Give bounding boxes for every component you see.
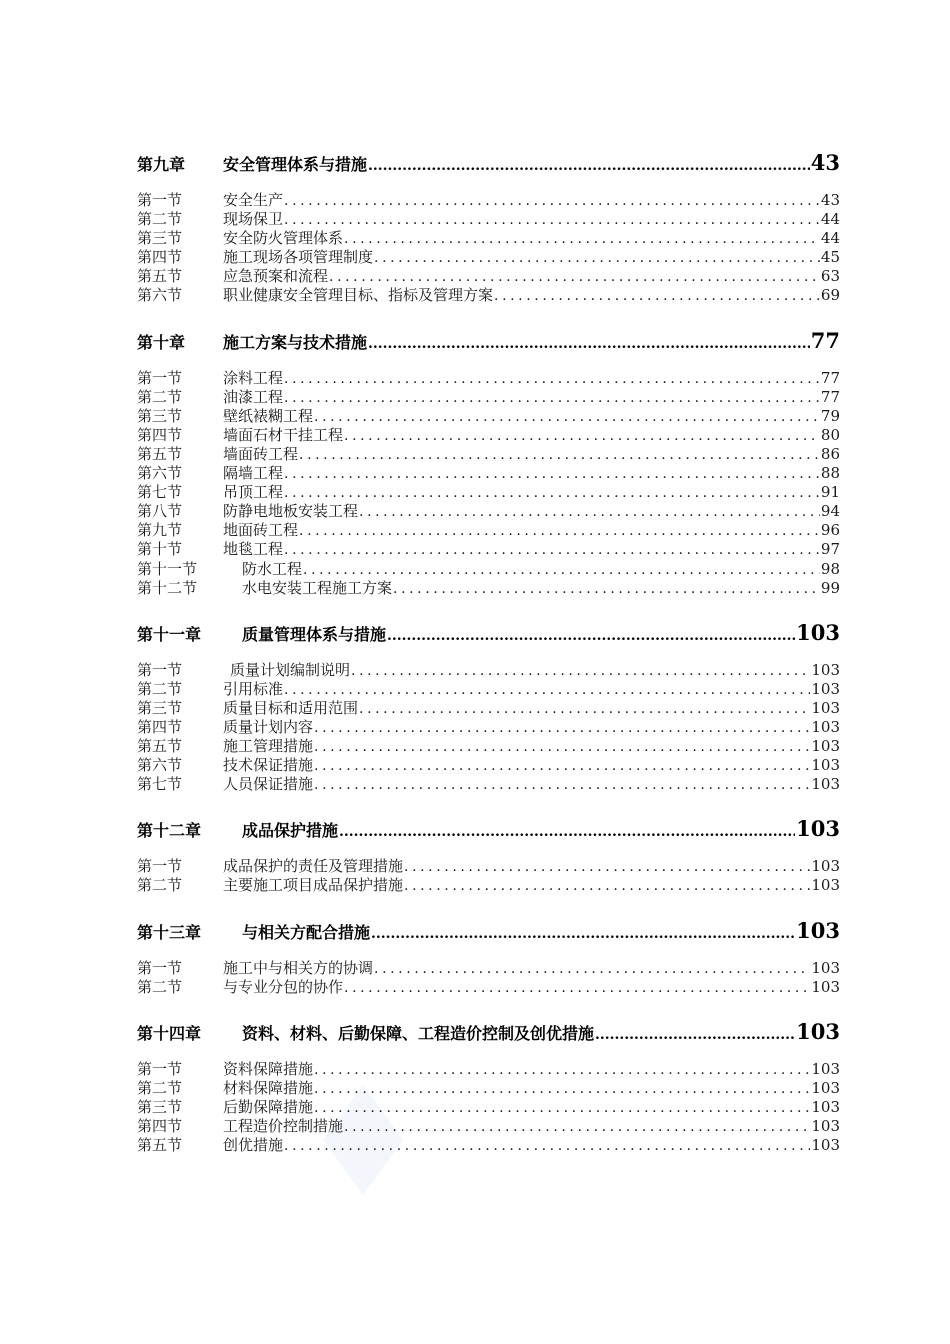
dot-leader (359, 700, 810, 719)
section-page-number: 103 (811, 1078, 840, 1097)
dot-leader (371, 926, 795, 942)
section-number: 第一节 (137, 660, 183, 679)
dot-leader (284, 370, 820, 389)
chapter-title: 与相关方配合措施 (242, 922, 371, 942)
dot-leader (303, 561, 820, 580)
dot-leader (284, 1137, 810, 1156)
section-title: 施工管理措施 (223, 737, 314, 756)
section-number: 第一节 (137, 368, 183, 387)
section-title: 地面砖工程 (223, 521, 299, 540)
chapter-title: 安全管理体系与措施 (223, 155, 368, 174)
section-entry[interactable] (137, 426, 840, 445)
section-page-number: 103 (811, 1059, 840, 1078)
section-entry[interactable] (137, 1079, 840, 1098)
section-title: 材料保障措施 (223, 1078, 314, 1097)
section-entry[interactable] (137, 978, 840, 997)
section-number: 第一节 (137, 191, 183, 209)
dot-leader (284, 192, 820, 211)
section-entry[interactable] (137, 1136, 840, 1155)
chapter-number: 第十二章 (137, 821, 202, 841)
section-number: 第一节 (137, 958, 183, 977)
section-entry[interactable] (137, 680, 840, 699)
chapter-group (137, 328, 840, 598)
dot-leader (284, 541, 820, 560)
section-page-number: 63 (820, 267, 840, 286)
dot-leader (359, 503, 820, 522)
section-entry[interactable] (137, 699, 840, 718)
chapter-number: 第十三章 (137, 922, 202, 942)
chapter-group (137, 816, 840, 895)
section-number: 第六节 (137, 756, 183, 775)
section-title: 隔墙工程 (223, 464, 284, 483)
section-title: 墙面石材干挂工程 (223, 425, 344, 444)
chapter-page-number: 103 (796, 816, 840, 842)
section-entry[interactable] (137, 248, 840, 267)
dot-leader (314, 719, 810, 738)
section-entry[interactable] (137, 210, 840, 229)
dot-leader (284, 389, 820, 408)
dot-leader (329, 268, 820, 287)
section-page-number: 103 (811, 1117, 840, 1135)
section-title: 施工中与相关方的协调 (223, 958, 374, 977)
section-entry[interactable] (137, 388, 840, 407)
dot-leader (314, 757, 810, 776)
section-page-number: 79 (820, 406, 840, 425)
dot-leader (344, 979, 810, 998)
section-page-number: 103 (811, 857, 840, 876)
section-entry[interactable] (137, 369, 840, 388)
section-entry[interactable] (137, 483, 840, 502)
section-page-number: 103 (811, 958, 840, 977)
section-number: 第四节 (137, 717, 183, 736)
section-title: 应急预案和流程 (223, 267, 329, 286)
section-number: 第六节 (137, 464, 183, 483)
chapter-number: 第九章 (137, 155, 186, 174)
section-entry[interactable] (137, 286, 840, 305)
section-number: 第六节 (137, 286, 183, 305)
table-of-contents (137, 150, 840, 1177)
chapter-title: 施工方案与技术措施 (223, 332, 368, 352)
section-number: 第十一节 (137, 559, 198, 578)
chapter-group (137, 150, 840, 306)
section-entry[interactable] (137, 1117, 840, 1136)
section-page-number: 94 (820, 502, 840, 521)
section-title: 资料保障措施 (223, 1059, 314, 1078)
section-entry[interactable] (137, 718, 840, 737)
chapter-title: 资料、材料、后勤保障、工程造价控制及创优措施 (242, 1023, 595, 1043)
section-entry[interactable] (137, 464, 840, 483)
section-page-number: 98 (820, 559, 840, 578)
section-page-number: 103 (811, 775, 840, 794)
chapter-number: 第十一章 (137, 624, 202, 644)
dot-leader (374, 960, 810, 979)
dot-leader (284, 681, 810, 700)
section-number: 第四节 (137, 425, 183, 444)
section-title: 工程造价控制措施 (223, 1117, 344, 1135)
section-page-number: 88 (820, 464, 840, 483)
section-number: 第五节 (137, 1136, 183, 1155)
dot-leader (339, 824, 795, 840)
section-number: 第二节 (137, 876, 183, 895)
section-entry[interactable] (137, 540, 840, 559)
section-number: 第四节 (137, 248, 183, 267)
section-number: 第三节 (137, 698, 183, 717)
chapter-title: 成品保护措施 (242, 821, 339, 841)
section-title: 防水工程 (242, 559, 303, 578)
dot-leader (404, 858, 810, 877)
section-title: 质量计划内容 (223, 717, 314, 736)
section-number: 第三节 (137, 1097, 183, 1116)
section-title: 技术保证措施 (223, 756, 314, 775)
section-page-number: 77 (820, 387, 840, 406)
section-title: 施工现场各项管理制度 (223, 248, 374, 267)
dot-leader (314, 1080, 810, 1099)
chapter-page-number: 103 (796, 1018, 840, 1044)
dot-leader (494, 287, 820, 306)
section-number: 第七节 (137, 775, 183, 794)
section-page-number: 96 (820, 521, 840, 540)
dot-leader (368, 158, 810, 174)
dot-leader (299, 522, 820, 541)
dot-leader (299, 446, 820, 465)
dot-leader (314, 776, 810, 795)
section-entry[interactable] (137, 756, 840, 775)
chapter-page-number: 103 (796, 619, 840, 645)
section-entry[interactable] (137, 521, 840, 540)
chapter-group (137, 918, 840, 997)
section-entry[interactable] (137, 445, 840, 464)
chapter-title: 质量管理体系与措施 (242, 624, 387, 644)
section-entry[interactable] (137, 661, 840, 680)
section-title: 成品保护的责任及管理措施 (223, 857, 404, 876)
section-number: 第九节 (137, 521, 183, 540)
section-entry[interactable] (137, 1060, 840, 1079)
section-entry[interactable] (137, 579, 840, 598)
dot-leader (314, 408, 820, 427)
section-number: 第十二节 (137, 578, 198, 597)
section-page-number: 103 (811, 1097, 840, 1116)
section-entry[interactable] (137, 191, 840, 210)
section-entry[interactable] (137, 502, 840, 521)
section-title: 防静电地板安装工程 (223, 502, 359, 521)
chapter-entry[interactable] (137, 917, 840, 943)
dot-leader (284, 484, 820, 503)
dot-leader (344, 230, 820, 249)
dot-leader (595, 1027, 795, 1043)
section-number: 第三节 (137, 229, 183, 248)
section-entry[interactable] (137, 775, 840, 794)
chapter-page-number: 103 (796, 917, 840, 943)
section-page-number: 44 (820, 210, 840, 229)
dot-leader (344, 1118, 810, 1137)
dot-leader (387, 628, 795, 644)
section-number: 第四节 (137, 1117, 183, 1135)
section-entry[interactable] (137, 876, 840, 895)
section-title: 现场保卫 (223, 210, 284, 229)
dot-leader (284, 465, 820, 484)
section-number: 第八节 (137, 502, 183, 521)
dot-leader (393, 580, 820, 599)
section-entry[interactable] (137, 407, 840, 426)
chapter-page-number: 77 (810, 327, 840, 353)
section-title: 人员保证措施 (223, 775, 314, 794)
section-title: 涂料工程 (223, 368, 284, 387)
dot-leader (368, 336, 810, 352)
section-number: 第五节 (137, 444, 183, 463)
section-entry[interactable] (137, 857, 840, 876)
section-entry[interactable] (137, 737, 840, 756)
section-title: 与专业分包的协作 (223, 977, 344, 996)
section-page-number: 103 (811, 660, 840, 679)
section-page-number: 103 (811, 1136, 840, 1155)
chapter-entry[interactable] (137, 619, 840, 645)
section-title: 后勤保障措施 (223, 1097, 314, 1116)
chapter-group (137, 620, 840, 795)
section-page-number: 97 (820, 540, 840, 559)
section-number: 第一节 (137, 857, 183, 876)
section-title: 主要施工项目成品保护措施 (223, 876, 404, 895)
dot-leader (314, 1099, 810, 1118)
section-page-number: 44 (820, 229, 840, 248)
section-page-number: 103 (811, 679, 840, 698)
section-title: 墙面砖工程 (223, 444, 299, 463)
section-page-number: 103 (811, 737, 840, 756)
section-entry[interactable] (137, 1098, 840, 1117)
chapter-entry[interactable] (137, 327, 840, 353)
section-number: 第五节 (137, 267, 183, 286)
section-page-number: 69 (820, 286, 840, 305)
section-number: 第二节 (137, 679, 183, 698)
section-number: 第五节 (137, 737, 183, 756)
dot-leader (314, 1061, 810, 1080)
chapter-group (137, 1019, 840, 1155)
section-page-number: 103 (811, 876, 840, 895)
section-title: 创优措施 (223, 1136, 284, 1155)
section-page-number: 77 (820, 368, 840, 387)
chapter-page-number: 43 (810, 150, 840, 175)
section-title: 质量目标和适用范围 (223, 698, 359, 717)
chapter-number: 第十四章 (137, 1023, 202, 1043)
chapter-entry[interactable] (137, 150, 840, 175)
section-title: 吊顶工程 (223, 483, 284, 502)
dot-leader (344, 427, 820, 446)
section-title: 安全生产 (223, 191, 284, 209)
section-page-number: 103 (811, 977, 840, 996)
dot-leader (351, 662, 810, 681)
dot-leader (284, 211, 820, 230)
dot-leader (374, 249, 820, 268)
section-page-number: 103 (811, 756, 840, 775)
section-number: 第二节 (137, 387, 183, 406)
section-page-number: 91 (820, 483, 840, 502)
section-number: 第一节 (137, 1059, 183, 1078)
dot-leader (314, 738, 810, 757)
section-number: 第二节 (137, 1078, 183, 1097)
section-entry[interactable] (137, 560, 840, 579)
dot-leader (404, 877, 810, 896)
section-number: 第二节 (137, 210, 183, 229)
section-page-number: 80 (820, 425, 840, 444)
chapter-entry[interactable] (137, 1018, 840, 1044)
section-page-number: 86 (820, 444, 840, 463)
chapter-number: 第十章 (137, 332, 186, 352)
section-page-number: 43 (820, 191, 840, 209)
section-title: 引用标准 (223, 679, 284, 698)
section-number: 第二节 (137, 977, 183, 996)
section-page-number: 45 (820, 248, 840, 267)
section-title: 壁纸裱糊工程 (223, 406, 314, 425)
section-title: 油漆工程 (223, 387, 284, 406)
section-entry[interactable] (137, 959, 840, 978)
chapter-entry[interactable] (137, 816, 840, 842)
section-page-number: 103 (811, 698, 840, 717)
section-title: 职业健康安全管理目标、指标及管理方案 (223, 286, 494, 305)
section-page-number: 99 (820, 578, 840, 597)
section-title: 安全防火管理体系 (223, 229, 344, 248)
section-page-number: 103 (811, 717, 840, 736)
section-entry[interactable] (137, 229, 840, 248)
section-number: 第十节 (137, 540, 183, 559)
section-entry[interactable] (137, 267, 840, 286)
section-title: 质量计划编制说明 (230, 660, 351, 679)
section-number: 第三节 (137, 406, 183, 425)
section-title: 地毯工程 (223, 540, 284, 559)
section-number: 第七节 (137, 483, 183, 502)
section-title: 水电安装工程施工方案 (242, 578, 393, 597)
